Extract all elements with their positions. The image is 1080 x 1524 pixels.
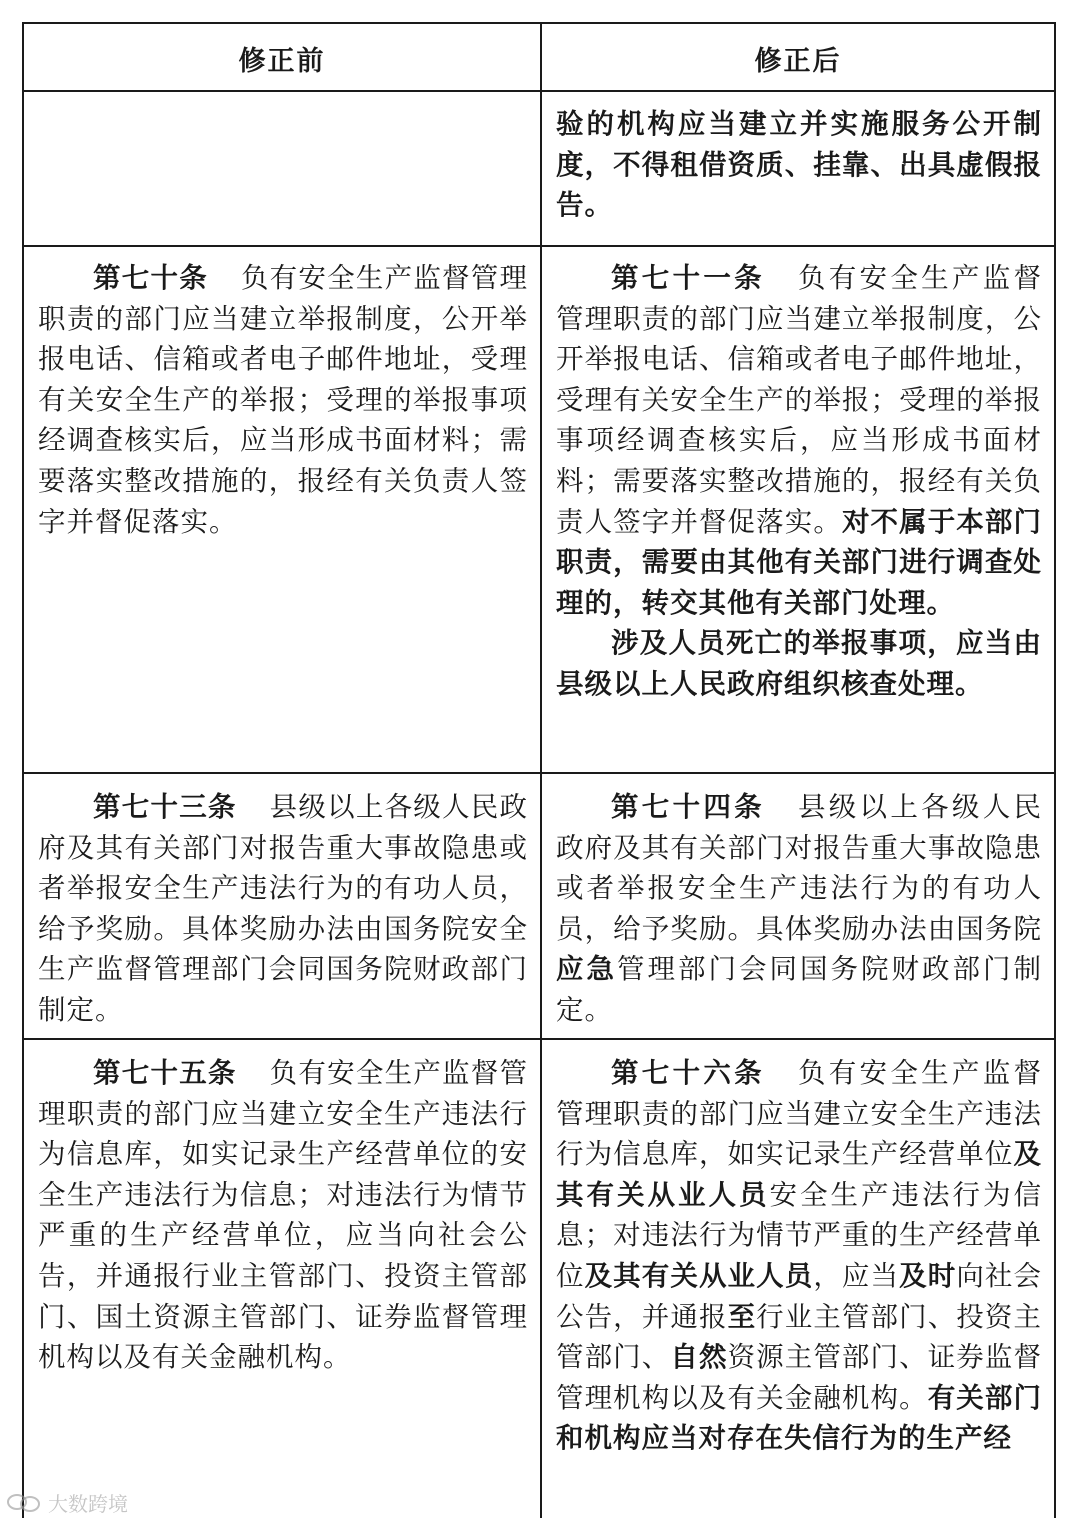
- article-title: 第七十四条: [611, 791, 765, 823]
- amended-text: 及时: [899, 1259, 957, 1292]
- row-divider-3: [24, 1038, 1054, 1040]
- row-3-after: [542, 787, 1054, 1031]
- article-73: [38, 787, 528, 1031]
- article-title: 第七十六条: [611, 1057, 765, 1089]
- article-title: 第七十一条: [611, 262, 765, 294]
- article-70: [38, 258, 528, 542]
- watermark-text: 大数跨境: [48, 1492, 128, 1516]
- article-body: 向社会公告，并通报: [556, 1259, 1042, 1333]
- article-body: 行业主管部门、投资主管部门、: [556, 1300, 1042, 1374]
- amended-text: 应急: [556, 953, 617, 986]
- article-body: 负有安全生产监督管理职责的部门应当建立举报制度，公开举报电话、信箱或者电子邮件地址，受理有关安全生产的举报；受理的举报事项经调查核实后，应当形成书面材料；需要落实整改措施的，报经有关负责人签字并督促落实。: [556, 262, 1043, 538]
- row-2-before: [24, 258, 540, 542]
- article-body: 县级以上各级人民政府及其有关部门对报告重大事故隐患或者举报安全生产违法行为的有功人员，给予奖励。具体奖励办法由国务院: [556, 791, 1043, 945]
- row-1-after-text: 验的机构应当建立并实施服务公开制度，不得租借资质、挂靠、出具虚假报告。: [556, 108, 1042, 222]
- row-divider-2: [24, 772, 1054, 774]
- header-after: 修正后: [754, 45, 842, 77]
- article-body: ，应当: [813, 1259, 900, 1292]
- article-body: 资源主管部门、证券监督管理机构以及有关金融机构。: [556, 1341, 1042, 1414]
- article-76: [556, 1053, 1042, 1459]
- article-74: [556, 787, 1042, 1031]
- article-71: [556, 258, 1042, 623]
- article-body: 负有安全生产监督管理职责的部门应当建立安全生产违法行为信息库，如实记录生产经营单位的安全生产违法行为信息；对违法行为情节严重的生产经营单位，应当向社会公告，并通报行业主管部门、投资主管部门、国土资源主管部门、证券监督管理机构以及有关金融机构。: [38, 1057, 529, 1374]
- article-title: 第七十三条: [93, 791, 237, 823]
- row-1-after: [542, 104, 1054, 226]
- article-75: [38, 1053, 528, 1378]
- amended-paragraph: 涉及人员死亡的举报事项，应当由县级以上人民政府组织核查处理。: [556, 627, 1042, 700]
- amended-text: 及其有关从业人员: [556, 1138, 1042, 1211]
- amended-text: 对不属于本部门职责，需要由其他有关部门进行调查处理的，转交其他有关部门处理。: [556, 505, 1042, 619]
- article-body: 管理部门会同国务院财政部门制定。: [556, 953, 1042, 1026]
- header-before: 修正前: [238, 45, 326, 77]
- row-2-after: [542, 258, 1054, 705]
- article-body: 负有安全生产监督管理职责的部门应当建立安全生产违法行为信息库，如实记录生产经营单位: [556, 1057, 1043, 1171]
- article-body: 县级以上各级人民政府及其有关部门对报告重大事故隐患或者举报安全生产违法行为的有功人员，给予奖励。具体奖励办法由国务院安全生产监督管理部门会同国务院财政部门制定。: [38, 791, 529, 1026]
- article-title: 第七十五条: [93, 1057, 237, 1089]
- amended-text: 至: [727, 1300, 757, 1333]
- row-4-before: [24, 1053, 540, 1378]
- amended-text: 及其有关从业人员: [584, 1259, 814, 1292]
- article-body: 安全生产违法行为信息；对违法行为情节严重的生产经营单位: [556, 1178, 1042, 1292]
- amended-text: 自然: [670, 1341, 728, 1374]
- row-4-after: [542, 1053, 1054, 1459]
- row-3-before: [24, 787, 540, 1031]
- amended-text: 有关部门和机构应当对存在失信行为的生产经: [556, 1381, 1042, 1455]
- comparison-table: [22, 22, 1056, 1518]
- row-divider-1: [24, 245, 1054, 247]
- article-title: 第七十条: [93, 262, 208, 294]
- header-divider: [24, 90, 1054, 92]
- article-body: 负有安全生产监督管理职责的部门应当建立举报制度，公开举报电话、信箱或者电子邮件地址，受理有关安全生产的举报；受理的举报事项经调查核实后，应当形成书面材料；需要落实整改措施的，报经有关负责人签字并督促落实。: [38, 262, 529, 538]
